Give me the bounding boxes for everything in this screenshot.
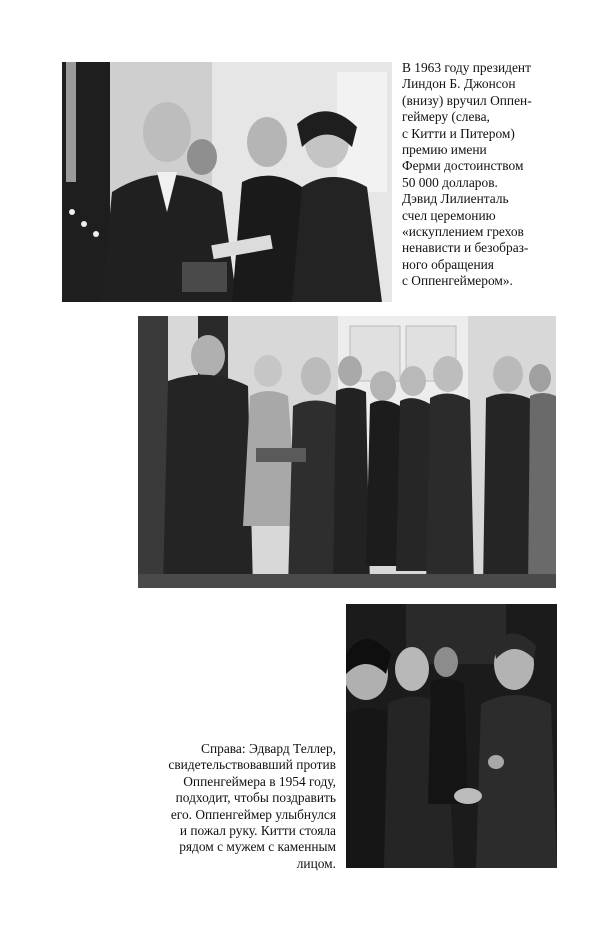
photo-award-presentation bbox=[62, 62, 392, 302]
caption-teller: Справа: Эдвард Теллер, свидетельствовавший против Оппенгеймера в 1954 году, подходит, чтобы поздравить его. Оппенгеймер улыбнулся и пожал руку. Китти стояла рядом с мужем с каменным лицом. bbox=[168, 741, 336, 871]
photo-johnson-presentation bbox=[138, 316, 556, 588]
photo-teller-handshake bbox=[346, 604, 557, 868]
caption-award-ceremony: В 1963 году президент Линдон Б. Джонсон (внизу) вручил Оппен- геймеру (слева, с Китти и Питером) премию имени Ферми достоинством 50 000 долларов. Дэвид Лилиенталь счел церемонию «искуплением грехов ненависти и безобраз- ного обращения с Оппенгеймером». bbox=[402, 60, 532, 289]
